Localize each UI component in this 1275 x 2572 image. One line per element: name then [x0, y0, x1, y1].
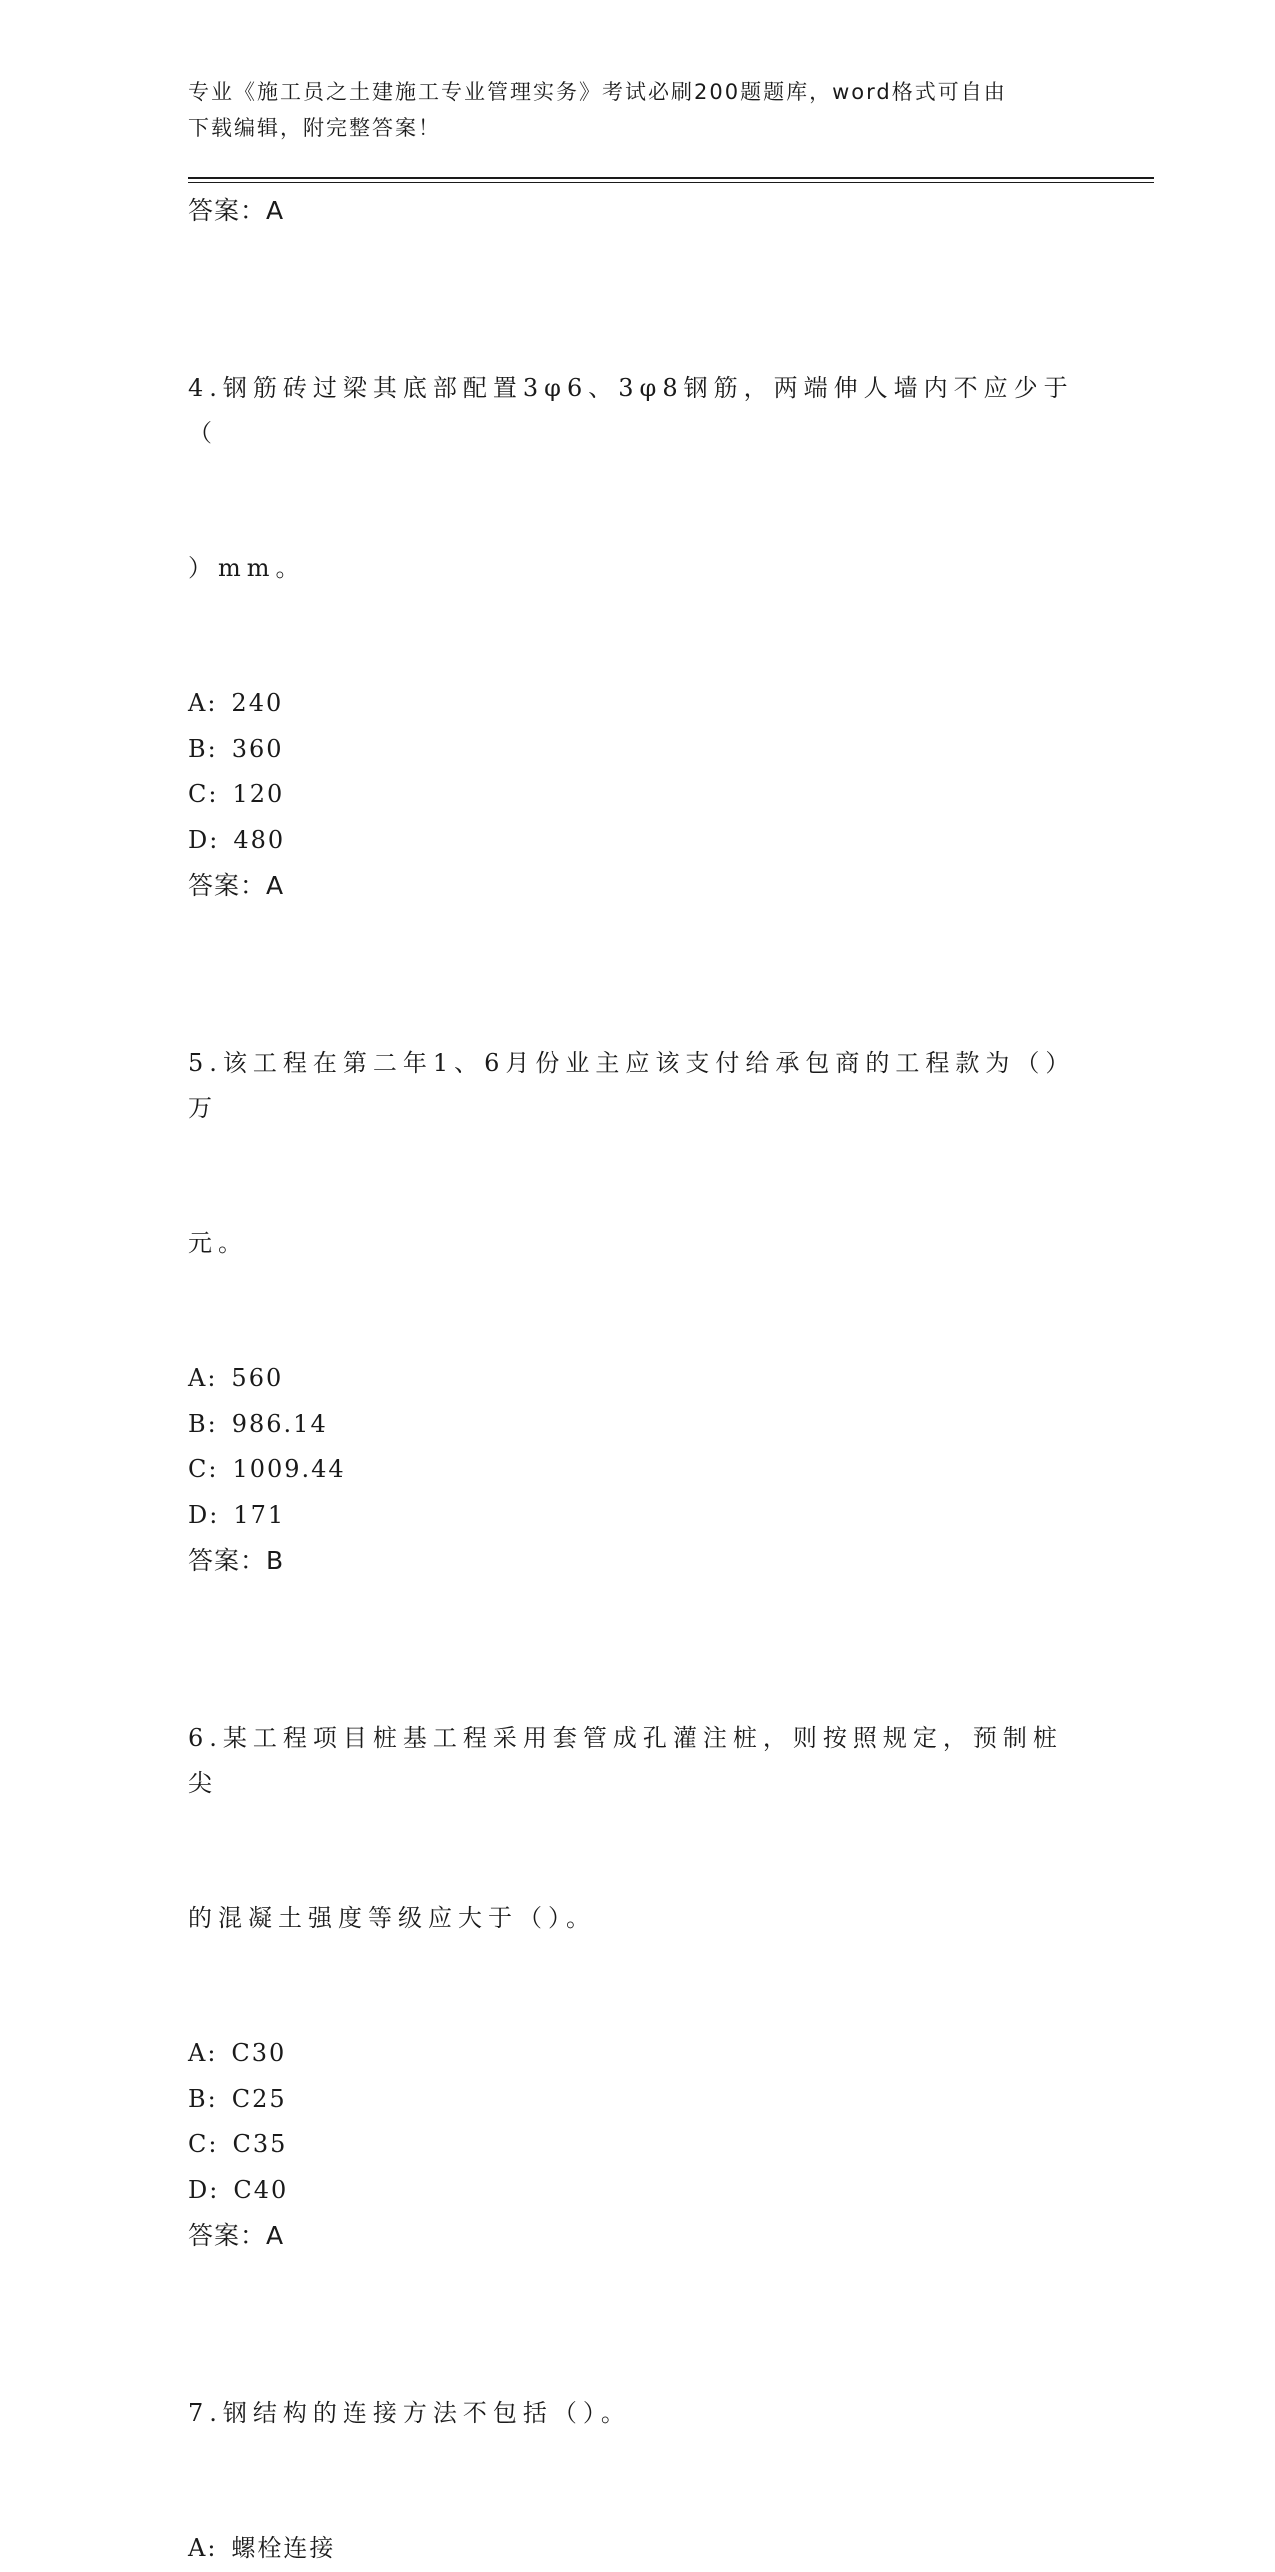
question-7: [188, 2301, 1088, 2572]
option-text: 480: [233, 825, 286, 854]
option-c: [188, 2122, 1088, 2168]
question-5: [188, 951, 1088, 1584]
document-header: [188, 74, 1088, 146]
option-letter: D:: [188, 1500, 220, 1529]
option-letter: A:: [188, 689, 218, 717]
question-stem: [188, 276, 1088, 681]
option-b: [188, 2077, 1088, 2123]
question-stem-line: 5.该工程在第二年1、6月份业主应该支付给承包商的工程款为（）万: [188, 1049, 1076, 1122]
option-letter: D:: [188, 825, 220, 854]
question-stem-line: 的混凝土强度等级应大于（）。: [188, 1904, 596, 1932]
option-letter: B:: [188, 734, 218, 763]
option-d: [188, 1493, 1088, 1539]
header-line-2: 下载编辑，附完整答案！: [188, 116, 441, 140]
answer: 答案：A: [188, 871, 285, 900]
option-letter: C:: [188, 1455, 219, 1483]
answer: 答案：A: [188, 2221, 285, 2250]
header-line-1: 专业《施工员之土建施工专业管理实务》考试必刷200题题库，word格式可自由: [188, 80, 1007, 104]
question-4: [188, 276, 1088, 909]
question-stem: [188, 1626, 1088, 2031]
question-stem-line: 6.某工程项目桩基工程采用套管成孔灌注桩，则按照规定，预制桩尖: [188, 1724, 1063, 1797]
document-body: [188, 188, 1088, 2572]
option-b: [188, 1402, 1088, 1448]
option-text: 171: [233, 1500, 286, 1529]
question-stem-line: 7.钢结构的连接方法不包括（）。: [188, 2399, 631, 2427]
option-letter: B:: [188, 2084, 218, 2113]
option-text: C30: [231, 2039, 287, 2067]
header-divider-thin: [188, 182, 1154, 183]
question-6: [188, 1626, 1088, 2259]
option-d: [188, 2168, 1088, 2214]
option-text: 360: [231, 734, 284, 763]
option-a: [188, 1356, 1088, 1402]
answer: 答案：B: [188, 1546, 285, 1575]
option-c: [188, 1447, 1088, 1493]
option-text: 560: [231, 1364, 284, 1392]
option-text: C35: [232, 2130, 288, 2158]
option-text: 240: [231, 689, 284, 717]
option-letter: D:: [188, 2175, 220, 2204]
option-letter: A:: [188, 1364, 218, 1392]
option-letter: B:: [188, 1409, 218, 1438]
option-letter: C:: [188, 780, 219, 808]
option-text: 120: [232, 780, 285, 808]
option-text: 1009.44: [232, 1455, 346, 1483]
question-stem: [188, 2301, 1088, 2526]
question-stem-line: ）mm。: [188, 554, 306, 582]
option-letter: A:: [188, 2039, 218, 2067]
option-a: [188, 681, 1088, 727]
option-d: [188, 818, 1088, 864]
option-a: [188, 2031, 1088, 2077]
header-divider-thick: [188, 177, 1154, 179]
option-text: C25: [231, 2084, 287, 2113]
option-text: 986.14: [231, 1409, 328, 1438]
option-letter: C:: [188, 2130, 219, 2158]
option-c: [188, 772, 1088, 818]
question-stem-line: 4.钢筋砖过梁其底部配置3φ6、3φ8钢筋，两端伸人墙内不应少于（: [188, 374, 1074, 447]
option-text: 螺栓连接: [231, 2534, 336, 2562]
question-stem: [188, 951, 1088, 1356]
question-stem-line: 元。: [188, 1229, 248, 1257]
option-a: [188, 2526, 1088, 2572]
option-letter: A:: [188, 2534, 218, 2562]
option-b: [188, 727, 1088, 773]
previous-answer: 答案：A: [188, 196, 285, 225]
option-text: C40: [233, 2175, 289, 2204]
